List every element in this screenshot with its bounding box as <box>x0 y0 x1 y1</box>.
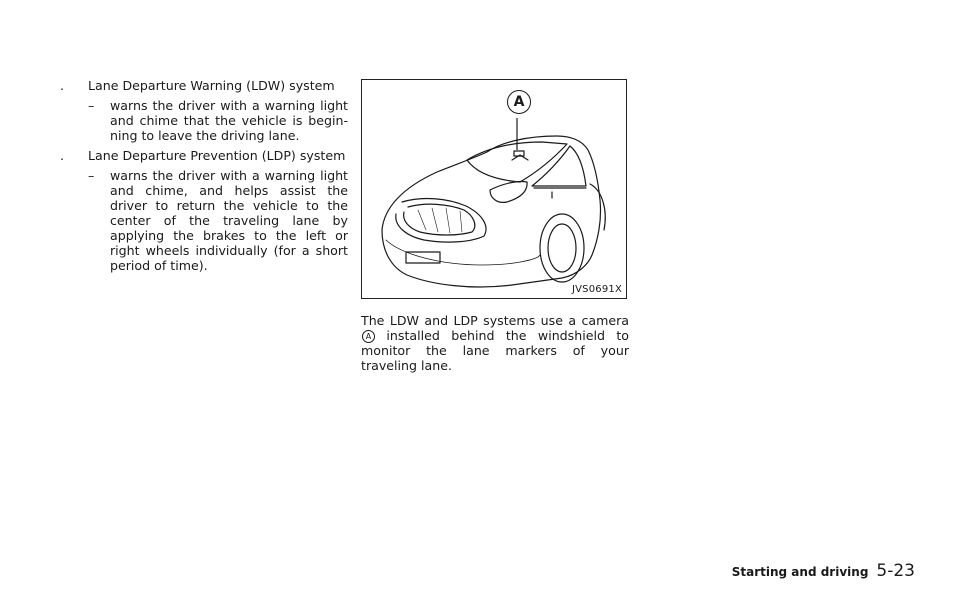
page-footer <box>732 561 915 581</box>
car-illustration <box>362 80 626 298</box>
figure-code: JVS0691X <box>571 284 622 295</box>
caption-text-before: The LDW and LDP systems use a camera <box>361 313 629 328</box>
callout-a-inline: A <box>362 330 375 343</box>
figure-caption <box>361 313 629 373</box>
ldw-description <box>88 98 348 143</box>
ldw-description-text: warns the driver with a warning light and chime that the vehicle is begin-ning to leave the driving lane. <box>110 98 348 143</box>
bullet-list <box>60 78 348 278</box>
ldp-description <box>88 168 348 273</box>
page-number: 5-23 <box>876 561 915 581</box>
ldw-title: Lane Departure Warning (LDW) system <box>88 78 335 93</box>
list-item-ldp <box>60 148 348 163</box>
dash-marker: – <box>88 98 95 113</box>
footer-section-title: Starting and driving <box>731 565 869 579</box>
ldp-description-text: warns the driver with a warning light and chime, and helps assist the driver to return the vehicle to the center of the traveling lane by applying the brakes to the left or right wheels individually (for a short period of time). <box>110 168 348 273</box>
bullet-marker: . <box>60 148 65 163</box>
dash-marker: – <box>88 168 95 183</box>
callout-a: A <box>507 90 531 114</box>
list-item-ldw <box>60 78 348 93</box>
ldp-title: Lane Departure Prevention (LDP) system <box>88 148 346 163</box>
bullet-marker: . <box>60 78 65 93</box>
car-illustration-figure <box>361 79 627 299</box>
caption-text-after: installed behind the windshield to monitor the lane markers of your traveling lane. <box>361 328 629 373</box>
